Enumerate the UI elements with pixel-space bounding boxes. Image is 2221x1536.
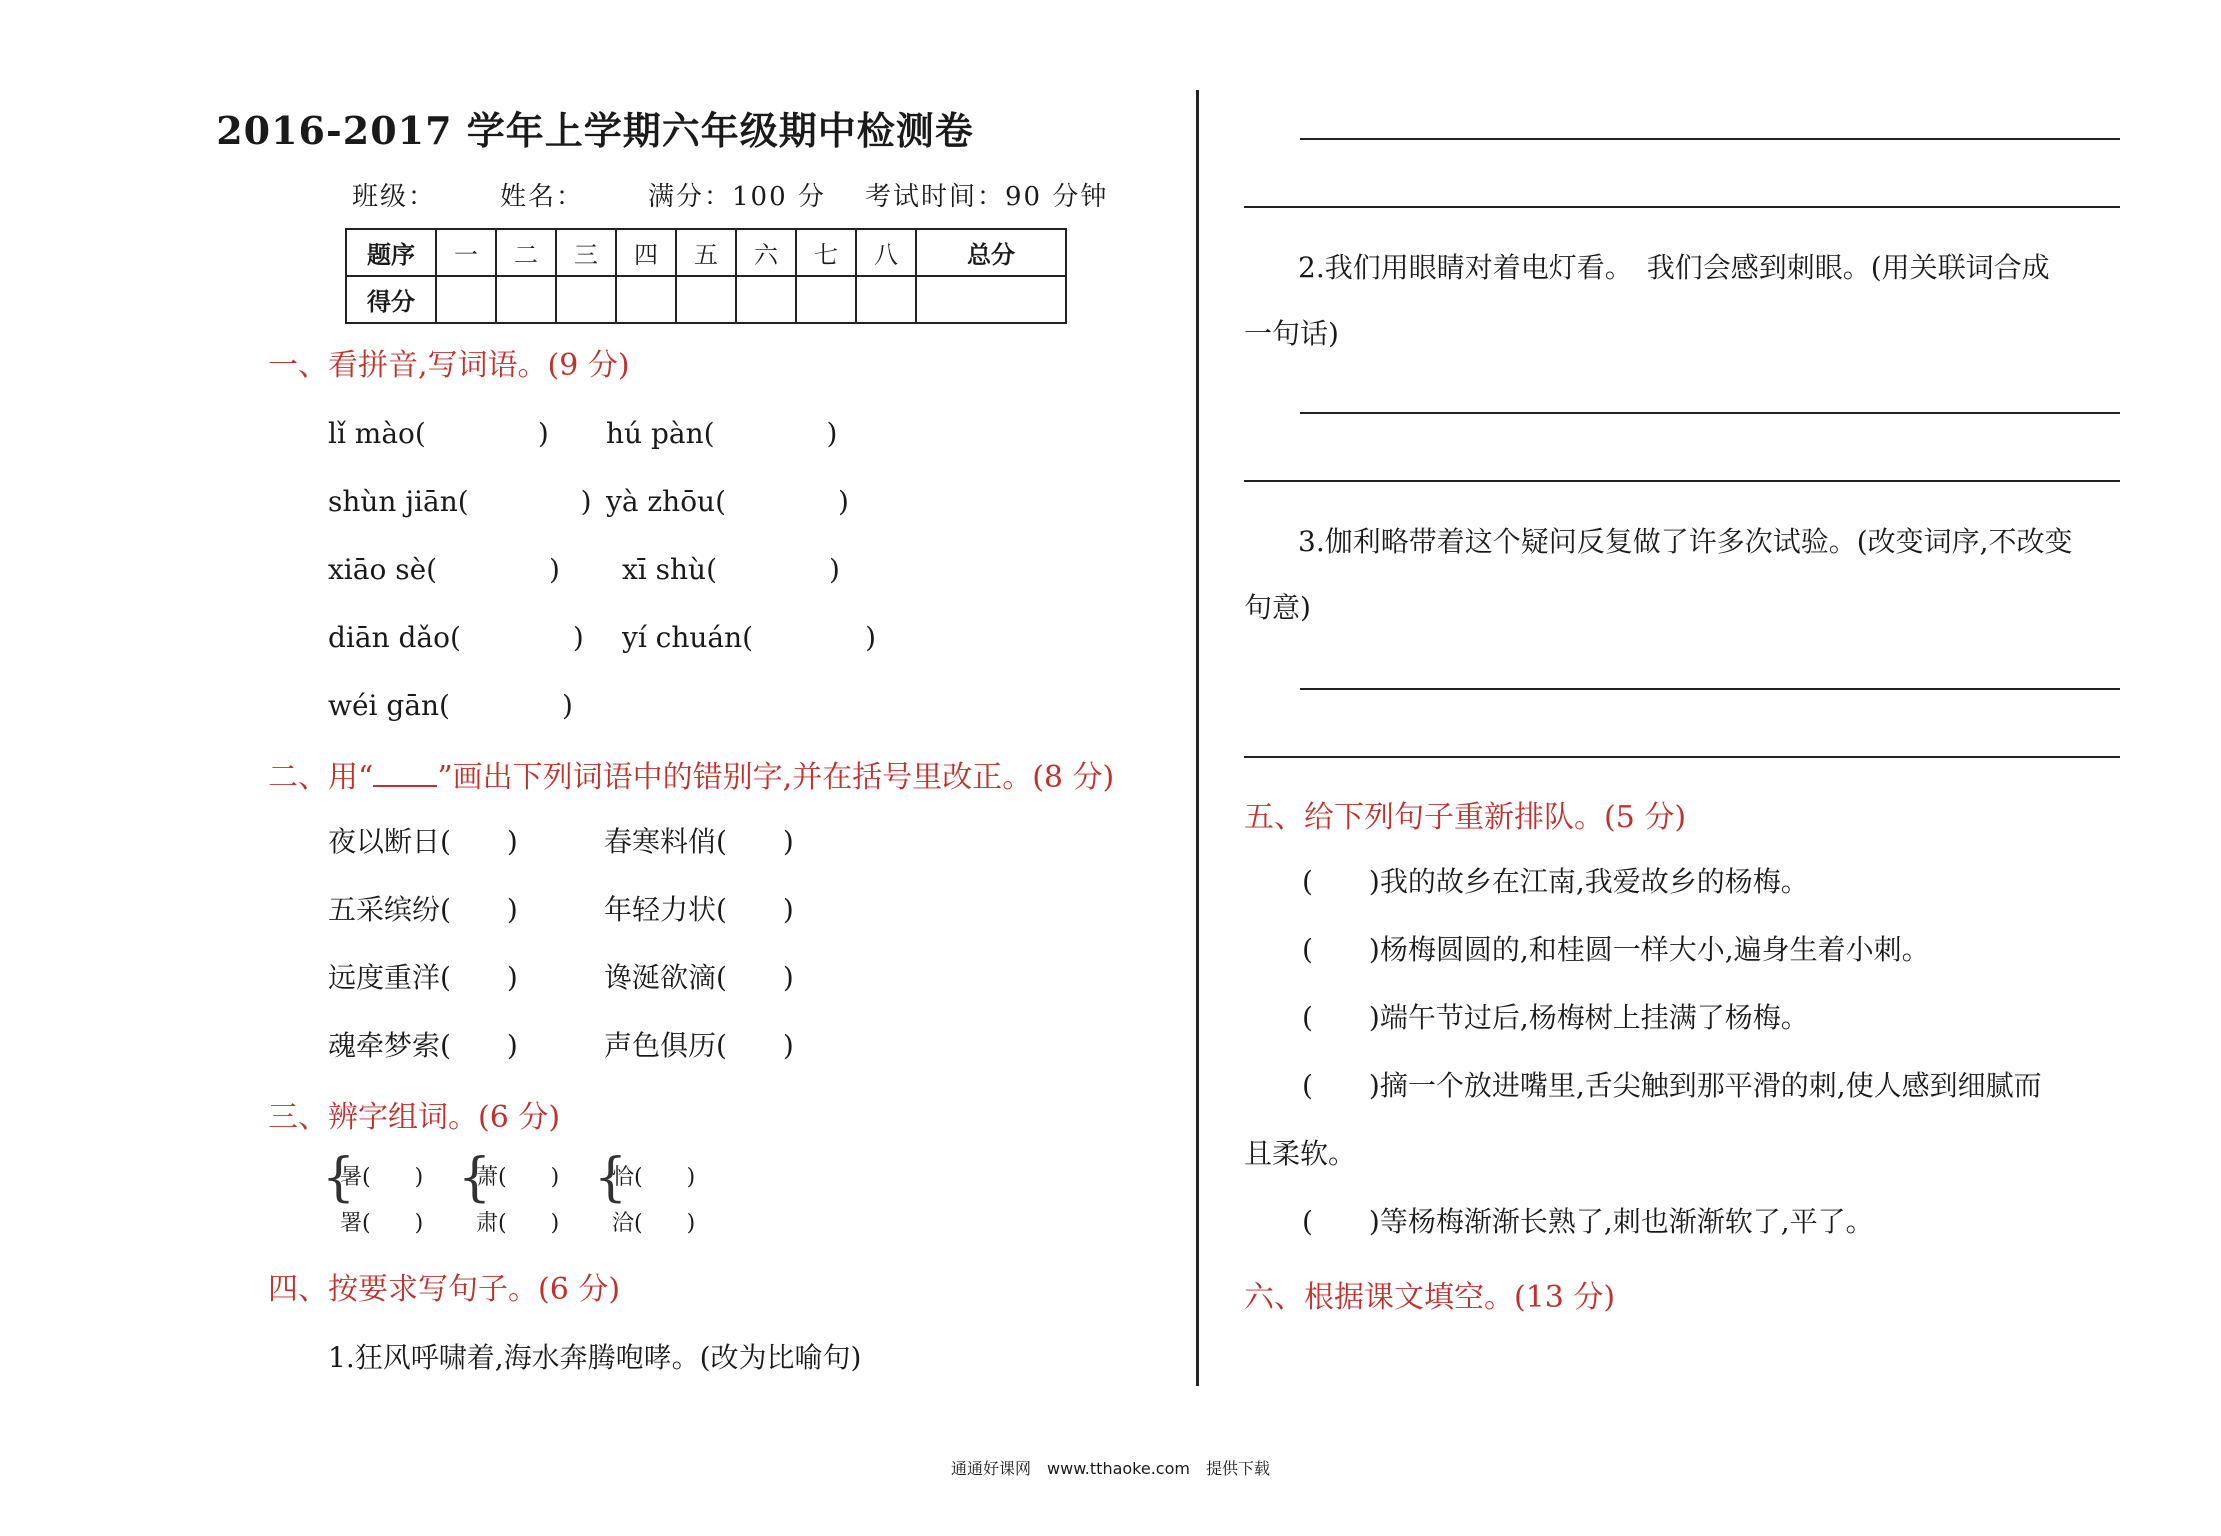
exam-title: 2016-2017 学年上学期六年级期中检测卷 xyxy=(216,108,974,153)
section4-heading: 四、按要求写句子。(6 分) xyxy=(268,1272,621,1307)
reorder-item: ( )端午节过后,杨梅树上挂满了杨梅。 xyxy=(1302,1001,1809,1034)
score-col-6: 六 xyxy=(736,229,796,276)
brace-2: { xyxy=(458,1148,492,1208)
answer-line[interactable] xyxy=(1244,206,2120,208)
answer-line[interactable] xyxy=(1300,138,2120,140)
pinyin-item: hú pàn( ) xyxy=(606,417,838,450)
score-col-4: 四 xyxy=(616,229,676,276)
score-col-3: 三 xyxy=(556,229,616,276)
typo-item: 谗涎欲滴( ) xyxy=(604,961,794,994)
typo-item: 五采缤纷( ) xyxy=(328,893,518,926)
reorder-item-cont: 且柔软。 xyxy=(1244,1137,1357,1170)
score-table-score-label: 得分 xyxy=(346,276,436,323)
reorder-item: ( )等杨梅渐渐长熟了,刺也渐渐软了,平了。 xyxy=(1302,1205,1874,1238)
typo-item: 春寒料俏( ) xyxy=(604,825,794,858)
section1-heading: 一、看拼音,写词语。(9 分) xyxy=(268,348,630,383)
char-group-item: 署( ) xyxy=(340,1211,424,1236)
score-col-total: 总分 xyxy=(916,229,1066,276)
footer-credit: 通通好课网 www.tthaoke.com 提供下载 xyxy=(951,1459,1270,1478)
typo-item: 远度重洋( ) xyxy=(328,961,518,994)
char-group-item: 暑( ) xyxy=(340,1165,424,1190)
underline-sample xyxy=(373,763,437,787)
column-divider xyxy=(1196,90,1199,1386)
score-table-score-row xyxy=(346,276,1066,323)
pinyin-item: diān dǎo( ) xyxy=(328,621,584,654)
char-group-item: 恰( ) xyxy=(612,1165,696,1190)
char-group-item: 洽( ) xyxy=(612,1211,696,1236)
typo-item: 魂牵梦索( ) xyxy=(328,1029,518,1062)
section6-heading: 六、根据课文填空。(13 分) xyxy=(1244,1280,1616,1315)
pinyin-item: xī shù( ) xyxy=(622,553,840,586)
answer-line[interactable] xyxy=(1244,756,2120,758)
exam-time-label: 考试时间：90 分钟 xyxy=(865,182,1109,212)
pinyin-item: lǐ mào( ) xyxy=(328,417,549,450)
section2-heading-end: ”画出下列词语中的错别字,并在括号里改正。(8 分) xyxy=(437,760,1115,795)
score-cell[interactable] xyxy=(496,276,556,323)
pinyin-item: shùn jiān( ) xyxy=(328,485,592,518)
name-label: 姓名： xyxy=(500,182,585,212)
answer-line[interactable] xyxy=(1300,412,2120,414)
section2-heading-start: 二、用“ xyxy=(268,760,374,795)
pinyin-item: yà zhōu( ) xyxy=(606,485,849,518)
score-col-1: 一 xyxy=(436,229,496,276)
typo-item: 声色俱历( ) xyxy=(604,1029,794,1062)
score-cell[interactable] xyxy=(436,276,496,323)
score-col-5: 五 xyxy=(676,229,736,276)
score-cell[interactable] xyxy=(796,276,856,323)
score-cell-total[interactable] xyxy=(916,276,1066,323)
score-col-8: 八 xyxy=(856,229,916,276)
pinyin-item: xiāo sè( ) xyxy=(328,553,560,586)
full-score-label: 满分：100 分 xyxy=(648,182,826,212)
section2-heading xyxy=(268,752,1114,796)
score-cell[interactable] xyxy=(856,276,916,323)
score-table-header-row xyxy=(346,229,1066,276)
score-col-2: 二 xyxy=(496,229,556,276)
typo-item: 年轻力状( ) xyxy=(604,893,794,926)
pinyin-item: yí chuán( ) xyxy=(622,621,876,654)
char-group-item: 肃( ) xyxy=(476,1211,560,1236)
typo-item: 夜以断日( ) xyxy=(328,825,518,858)
reorder-item: ( )杨梅圆圆的,和桂圆一样大小,遍身生着小刺。 xyxy=(1302,933,1930,966)
brace-1: { xyxy=(322,1148,356,1208)
pinyin-item: wéi gān( ) xyxy=(328,689,573,722)
score-cell[interactable] xyxy=(736,276,796,323)
answer-line[interactable] xyxy=(1300,688,2120,690)
section3-heading: 三、辨字组词。(6 分) xyxy=(268,1100,561,1135)
sentence-question-3: 3.伽利略带着这个疑问反复做了许多次试验。(改变词序,不改变 xyxy=(1298,525,2073,558)
reorder-item: ( )我的故乡在江南,我爱故乡的杨梅。 xyxy=(1302,865,1809,898)
class-label: 班级： xyxy=(352,182,437,212)
section5-heading: 五、给下列句子重新排队。(5 分) xyxy=(1244,800,1687,835)
score-table xyxy=(345,228,1067,324)
score-table-order-label: 题序 xyxy=(346,229,436,276)
brace-3: { xyxy=(594,1148,628,1208)
score-cell[interactable] xyxy=(556,276,616,323)
score-cell[interactable] xyxy=(676,276,736,323)
reorder-item: ( )摘一个放进嘴里,舌尖触到那平滑的刺,使人感到细腻而 xyxy=(1302,1069,2042,1102)
answer-line[interactable] xyxy=(1244,480,2120,482)
sentence-question-1: 1.狂风呼啸着,海水奔腾咆哮。(改为比喻句) xyxy=(328,1341,862,1374)
score-col-7: 七 xyxy=(796,229,856,276)
char-group-item: 萧( ) xyxy=(476,1165,560,1190)
sentence-question-2-cont: 一句话) xyxy=(1244,317,1339,350)
sentence-question-3-cont: 句意) xyxy=(1244,591,1311,624)
sentence-question-2: 2.我们用眼睛对着电灯看。 我们会感到刺眼。(用关联词合成 xyxy=(1298,251,2050,284)
score-cell[interactable] xyxy=(616,276,676,323)
